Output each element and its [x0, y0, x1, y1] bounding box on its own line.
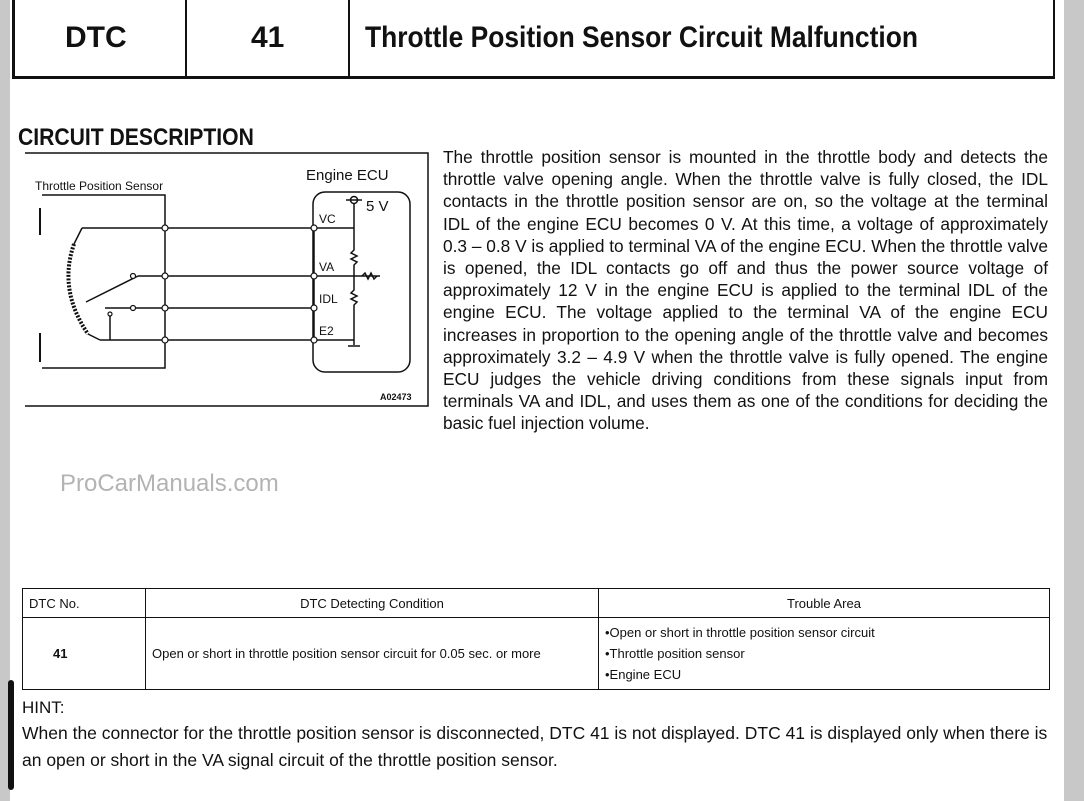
dtc-header	[12, 0, 1055, 79]
section-title: CIRCUIT DESCRIPTION	[18, 124, 254, 151]
trouble-area-item: •Open or short in throttle position sensor circuit	[605, 625, 875, 640]
dtc-code: 41	[251, 21, 285, 54]
table-row	[23, 618, 1050, 690]
divider	[185, 0, 187, 76]
ecu-label: Engine ECU	[306, 167, 389, 184]
cell-condition: Open or short in throttle position sensor circuit for 0.05 sec. or more	[146, 618, 599, 690]
watermark: ProCarManuals.com	[60, 470, 279, 497]
sensor-label: Throttle Position Sensor	[35, 179, 164, 193]
circuit-description: The throttle position sensor is mounted in the throttle body and detects the throttle valve opening angle. When the throttle valve is fully closed, the IDL contacts in the throttle position sensor are on, so the voltage at the terminal IDL of the engine ECU becomes 0 V. At this time, a voltage of approximately 0.3 – 0.8 V is applied to terminal VA of the engine ECU. When the throttle valve is opened, the IDL contacts go off and thus the power source voltage of approximately 12 V in the engine ECU is applied to the terminal IDL of the engine ECU. The voltage applied to the terminal VA of the engine ECU increases in proportion to the opening angle of the throttle valve and becomes approximately 3.2 – 4.9 V when the throttle valve is fully opened. The engine ECU judges the vehicle driving conditions from these signals input from terminals VA and IDL, and uses them as one of the conditions for deciding the basic fuel injection volume.	[443, 147, 1048, 434]
circuit-diagram	[0, 140, 440, 420]
terminal-e2: E2	[319, 324, 334, 338]
cell-code: 41	[23, 618, 146, 690]
divider	[348, 0, 350, 76]
col-condition: DTC Detecting Condition	[146, 589, 599, 618]
hint-text: When the connector for the throttle position sensor is disconnected, DTC 41 is not displayed. DTC 41 is displayed only when there is an open or short in the VA signal circuit of the throttle position sensor.	[22, 723, 1048, 770]
dtc-title: Throttle Position Sensor Circuit Malfunction	[365, 21, 918, 54]
terminal-idl: IDL	[319, 292, 338, 306]
figure-id: A02473	[380, 392, 412, 402]
col-trouble-area: Trouble Area	[599, 589, 1050, 618]
col-dtc-no: DTC No.	[23, 589, 146, 618]
dtc-label: DTC	[65, 21, 127, 54]
scan-mark	[8, 680, 14, 790]
hint-heading: HINT:	[22, 698, 65, 717]
dtc-table	[22, 588, 1050, 690]
trouble-area-item: •Throttle position sensor	[605, 646, 745, 661]
voltage-label: 5 V	[366, 198, 389, 215]
trouble-area-item: •Engine ECU	[605, 667, 682, 682]
terminal-vc: VC	[319, 212, 336, 226]
terminal-va: VA	[319, 260, 335, 274]
table-header-row	[23, 589, 1050, 618]
